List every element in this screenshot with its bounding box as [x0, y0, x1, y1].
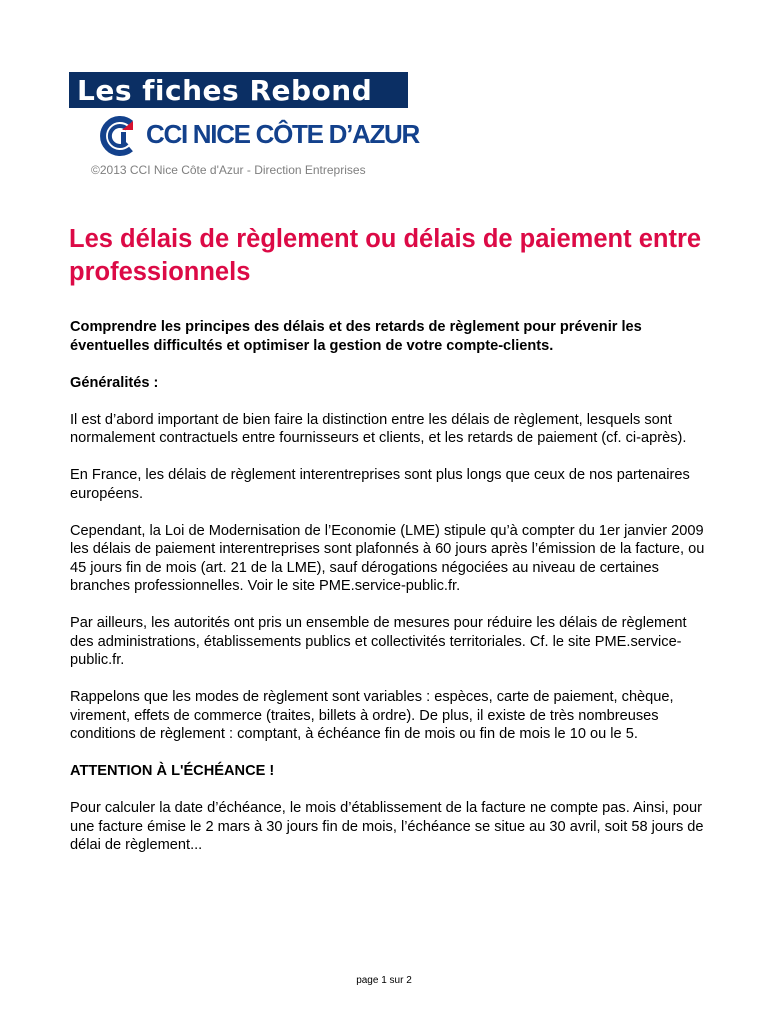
body-paragraph: Cependant, la Loi de Modernisation de l’Economie (LME) stipule qu’à compter du 1er janvier 2009 les délais de paiement interentreprises sont plafonnés à 60 jours après l’émission de la facture, ou 45 jours fin de mois (art. 21 de la LME), sauf dérogations négociées au niveau de certaines branches professionnelles. Voir le site PME.service-public.fr.: [70, 522, 705, 594]
document-body: [70, 318, 710, 873]
body-paragraph: En France, les délais de règlement interentreprises sont plus longs que ceux de nos partenaires européens.: [70, 467, 690, 502]
page-number: page 1 sur 2: [356, 975, 412, 986]
copyright-notice: ©2013 CCI Nice Côte d'Azur - Direction Entreprises: [91, 163, 366, 177]
cci-logo-icon: [95, 115, 139, 157]
document-title: Les délais de règlement ou délais de paiement entre professionnels: [69, 225, 702, 286]
section-heading-generalites: Généralités :: [70, 374, 159, 391]
body-paragraph: Rappelons que les modes de règlement sont variables : espèces, carte de paiement, chèque, virement, effets de commerce (traites, billets à ordre). De plus, il existe de très nombreuses conditions de règlement : comptant, à échéance fin de mois ou fin de mois le 10 ou le 5.: [70, 689, 674, 742]
cci-logo-text: CCI NICE CÔTE D’AZUR: [146, 119, 420, 149]
header-band: [69, 72, 408, 108]
body-paragraph: Par ailleurs, les autorités ont pris un ensemble de mesures pour réduire les délais de règlement des administrations, établissements publics et collectivités territoriales. Cf. le site PME.service-public.fr.: [70, 615, 687, 668]
body-paragraph: Pour calculer la date d’échéance, le mois d’établissement de la facture ne compte pas. Ainsi, pour une facture émise le 2 mars à 30 jours fin de mois, l’échéance se situe au 30 avril, soit 58 jours de délai de règlement...: [70, 800, 704, 853]
section-heading-attention: ATTENTION À L'ÉCHÉANCE !: [70, 763, 275, 779]
intro-paragraph: Comprendre les principes des délais et des retards de règlement pour prévenir les éventuelles difficultés et optimiser la gestion de votre compte-clients.: [70, 319, 642, 354]
header-title: Les fiches Rebond: [77, 74, 373, 107]
body-paragraph: Il est d’abord important de bien faire la distinction entre les délais de règlement, lesquels sont normalement contractuels entre fournisseurs et clients, et les retards de paiement (cf. ci-après).: [70, 411, 687, 446]
